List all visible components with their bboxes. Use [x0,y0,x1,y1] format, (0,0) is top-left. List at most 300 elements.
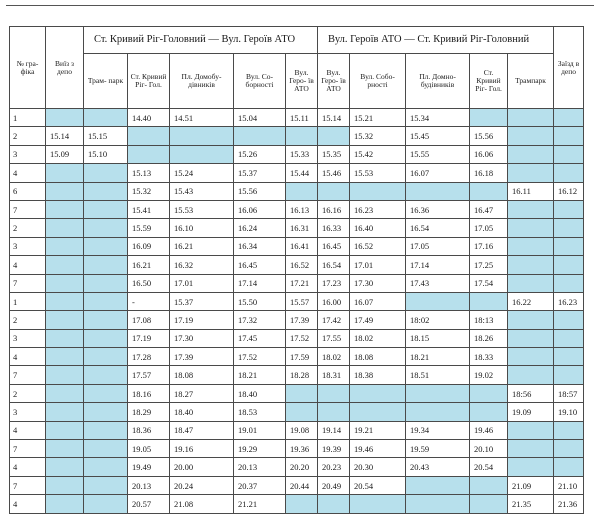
table-row [10,421,584,439]
time-cell: 17.19 [128,329,170,347]
time-cell: 21.08 [170,495,234,513]
time-cell: 15.57 [286,292,318,310]
time-cell [46,348,84,366]
time-cell: 18.08 [350,348,406,366]
time-cell: 15.37 [234,164,286,182]
table-row [10,495,584,513]
time-cell: 19.46 [470,421,508,439]
time-cell: 17.54 [470,274,508,292]
time-cell [554,164,584,182]
time-cell: 18.47 [170,421,234,439]
time-cell: 16.11 [508,182,554,200]
time-cell [286,384,318,402]
time-cell [554,440,584,458]
time-cell [470,495,508,513]
time-cell: 18.40 [170,403,234,421]
time-cell: 15.10 [84,145,128,163]
time-cell: 16.45 [318,237,350,255]
time-cell [554,200,584,218]
time-cell: 17.28 [128,348,170,366]
time-cell [84,348,128,366]
time-cell: 18.51 [406,366,470,384]
header-stop: Пл. Домно- будівників [406,54,470,109]
time-cell [350,182,406,200]
time-cell: 19.49 [128,458,170,476]
time-cell [554,237,584,255]
table-row [10,329,584,347]
time-cell: 17.32 [234,311,286,329]
time-cell: 15.41 [128,200,170,218]
header-stop: Трам- парк [84,54,128,109]
time-cell [46,164,84,182]
time-cell [508,366,554,384]
time-cell [318,403,350,421]
time-cell: 16.07 [406,164,470,182]
time-cell [554,256,584,274]
time-cell: 17.19 [170,311,234,329]
schedule-number-cell: 7 [10,200,46,218]
time-cell: 15.34 [406,109,470,127]
time-cell [46,292,84,310]
time-cell [84,292,128,310]
time-cell [84,366,128,384]
time-cell: 15.24 [170,164,234,182]
time-cell: 15.42 [350,145,406,163]
table-row [10,274,584,292]
time-cell [406,182,470,200]
time-cell: 19.29 [234,440,286,458]
time-cell: 16.52 [350,237,406,255]
schedule-number-cell: 7 [10,274,46,292]
time-cell [350,384,406,402]
time-cell: 15.33 [286,145,318,163]
time-cell: 17.43 [406,274,470,292]
time-cell: 15.46 [318,164,350,182]
time-cell [508,127,554,145]
time-cell: 21.09 [508,476,554,494]
time-cell: 19.10 [554,403,584,421]
time-cell [46,476,84,494]
time-cell: 17.52 [286,329,318,347]
time-cell [84,421,128,439]
time-cell: 18:02 [406,311,470,329]
time-cell: 20.43 [406,458,470,476]
schedule-number-cell: 3 [10,403,46,421]
time-cell [508,219,554,237]
time-cell: 17.21 [286,274,318,292]
time-cell: 20.57 [128,495,170,513]
time-cell: 16.06 [234,200,286,218]
time-cell [84,237,128,255]
time-cell: 17.08 [128,311,170,329]
time-cell [508,421,554,439]
time-cell: 18.29 [128,403,170,421]
time-cell: 15.53 [170,200,234,218]
schedule-number-cell: 6 [10,182,46,200]
time-cell: 18.21 [234,366,286,384]
time-cell: 15.15 [84,127,128,145]
schedule-number-cell: 1 [10,109,46,127]
time-cell: 18:13 [470,311,508,329]
schedule-number-cell: 4 [10,495,46,513]
table-row [10,200,584,218]
time-cell: 17.45 [234,329,286,347]
header-row-stops [10,54,584,109]
time-cell [554,127,584,145]
time-cell [508,458,554,476]
time-cell: 21.36 [554,495,584,513]
time-cell [508,348,554,366]
time-cell: - [128,292,170,310]
time-cell: 15.59 [128,219,170,237]
time-cell: 16.21 [128,256,170,274]
time-cell: 17.52 [234,348,286,366]
time-cell: 21.35 [508,495,554,513]
time-cell: 19.21 [350,421,406,439]
time-cell: 17.14 [406,256,470,274]
time-cell: 18.40 [234,384,286,402]
time-cell: 20.23 [318,458,350,476]
time-cell: 16.09 [128,237,170,255]
time-cell: 18.53 [234,403,286,421]
time-cell: 18.08 [170,366,234,384]
time-cell: 21.10 [554,476,584,494]
time-cell [470,182,508,200]
time-cell [406,292,470,310]
schedule-number-cell: 4 [10,458,46,476]
time-cell: 15.45 [406,127,470,145]
table-row [10,348,584,366]
time-cell [46,384,84,402]
time-cell: 15.43 [170,182,234,200]
header-stop: Вул. Геро- їв АТО [286,54,318,109]
time-cell [46,219,84,237]
schedule-number-cell: 2 [10,311,46,329]
time-cell: 16.21 [170,237,234,255]
time-cell [554,458,584,476]
table-row [10,440,584,458]
time-cell: 16.23 [554,292,584,310]
time-cell: 15.32 [350,127,406,145]
time-cell: 19.08 [286,421,318,439]
time-cell [554,274,584,292]
time-cell [554,219,584,237]
time-cell: 16.10 [170,219,234,237]
time-cell: 18:56 [508,384,554,402]
time-cell [286,403,318,421]
time-cell: 17.30 [350,274,406,292]
time-cell: 16.33 [318,219,350,237]
time-cell [508,237,554,255]
time-cell [318,127,350,145]
time-cell: 17.59 [286,348,318,366]
schedule-number-cell: 2 [10,127,46,145]
table-row [10,127,584,145]
time-cell [350,403,406,421]
schedule-body [10,109,584,514]
time-cell: 19.16 [170,440,234,458]
time-cell: 19.46 [350,440,406,458]
time-cell: 19.59 [406,440,470,458]
table-row [10,366,584,384]
time-cell: 18.02 [350,329,406,347]
header-stop: Вул. Собо- рності [350,54,406,109]
time-cell [46,109,84,127]
header-stop: Ст. Кривий Ріг- Гол. [470,54,508,109]
time-cell: 15.56 [470,127,508,145]
schedule-number-cell: 7 [10,440,46,458]
time-cell [350,495,406,513]
time-cell: 17.01 [350,256,406,274]
header-stop: Вул. Геро- їв АТО [318,54,350,109]
time-cell: 15.14 [318,109,350,127]
time-cell: 15.56 [234,182,286,200]
time-cell: 15.32 [128,182,170,200]
time-cell [84,384,128,402]
top-rule [6,5,594,6]
time-cell [46,237,84,255]
time-cell: 16.54 [318,256,350,274]
time-cell: 15.50 [234,292,286,310]
time-cell: 17.05 [406,237,470,255]
time-cell: 19.09 [508,403,554,421]
header-direction-1: Ст. Кривий Ріг-Головний — Вул. Героїв АТО [84,27,318,54]
time-cell: 19.34 [406,421,470,439]
header-stop: Трампарк [508,54,554,109]
time-cell [234,127,286,145]
time-cell: 20.00 [170,458,234,476]
time-cell [84,476,128,494]
time-cell [554,366,584,384]
time-cell: 16.36 [406,200,470,218]
time-cell [84,219,128,237]
time-cell [46,403,84,421]
time-cell [508,440,554,458]
time-cell [554,145,584,163]
schedule-number-cell: 4 [10,348,46,366]
time-cell: 20.30 [350,458,406,476]
time-cell: 17.16 [470,237,508,255]
time-cell: 15.09 [46,145,84,163]
schedule-number-cell: 4 [10,164,46,182]
table-row [10,182,584,200]
header-row-groups [10,27,584,54]
time-cell: 16.50 [128,274,170,292]
time-cell: 18.28 [286,366,318,384]
time-cell [554,421,584,439]
time-cell: 15.44 [286,164,318,182]
time-cell: 16.32 [170,256,234,274]
time-cell [508,329,554,347]
time-cell [46,421,84,439]
table-row [10,256,584,274]
header-stop: Вул. Со- борності [234,54,286,109]
header-direction-2: Вул. Героїв АТО — Ст. Кривий Ріг-Головний [318,27,554,54]
time-cell: 16.16 [318,200,350,218]
header-stop: Пл. Домобу- дівників [170,54,234,109]
time-cell [46,182,84,200]
time-cell: 16.24 [234,219,286,237]
time-cell [406,495,470,513]
time-cell: 15.35 [318,145,350,163]
time-cell [508,274,554,292]
time-cell [554,311,584,329]
time-cell: 17.42 [318,311,350,329]
time-cell: 16.41 [286,237,318,255]
time-cell [46,440,84,458]
time-cell [286,182,318,200]
time-cell: 16.12 [554,182,584,200]
time-cell [318,495,350,513]
time-cell [406,403,470,421]
time-cell: 17.55 [318,329,350,347]
schedule-number-cell: 2 [10,384,46,402]
time-cell [554,348,584,366]
time-cell [84,182,128,200]
schedule-number-cell: 3 [10,237,46,255]
schedule-number-cell: 3 [10,145,46,163]
time-cell [46,274,84,292]
schedule-number-cell: 3 [10,329,46,347]
time-cell: 20.24 [170,476,234,494]
time-cell [508,256,554,274]
time-cell: 17.14 [234,274,286,292]
time-cell [84,495,128,513]
time-cell [84,329,128,347]
time-cell: 14.40 [128,109,170,127]
time-cell: 19.01 [234,421,286,439]
time-cell: 16.31 [286,219,318,237]
time-cell: 18.16 [128,384,170,402]
time-cell: 15.13 [128,164,170,182]
time-cell: 16.40 [350,219,406,237]
time-cell: 17.25 [470,256,508,274]
time-cell [470,384,508,402]
table-row [10,458,584,476]
time-cell: 17.39 [170,348,234,366]
table-row [10,164,584,182]
table-row [10,237,584,255]
time-cell [84,109,128,127]
time-cell: 17.01 [170,274,234,292]
time-cell [286,127,318,145]
time-cell [84,200,128,218]
time-cell [46,495,84,513]
time-cell: 16.18 [470,164,508,182]
time-cell [84,274,128,292]
time-cell [84,164,128,182]
time-cell [84,311,128,329]
time-cell: 19.14 [318,421,350,439]
time-cell: 20.37 [234,476,286,494]
time-cell [318,182,350,200]
time-cell [128,145,170,163]
tram-schedule-table [9,26,584,514]
time-cell: 17.30 [170,329,234,347]
time-cell [470,292,508,310]
time-cell [170,127,234,145]
time-cell: 17.57 [128,366,170,384]
time-cell: 15.37 [170,292,234,310]
time-cell: 16.52 [286,256,318,274]
time-cell: 15.04 [234,109,286,127]
time-cell: 15.21 [350,109,406,127]
schedule-number-cell: 1 [10,292,46,310]
schedule-number-cell: 2 [10,219,46,237]
time-cell: 16.45 [234,256,286,274]
time-cell [84,256,128,274]
time-cell: 15.11 [286,109,318,127]
time-cell: 18.31 [318,366,350,384]
schedule-number-cell: 4 [10,256,46,274]
time-cell: 20.54 [470,458,508,476]
time-cell: 17.39 [286,311,318,329]
schedule-number-cell: 4 [10,421,46,439]
header-depot-return: Заїзд в депо [554,27,584,109]
time-cell: 16.06 [470,145,508,163]
header-depot-departure: Виїз з депо [46,27,84,109]
header-stop: Ст. Кривий Ріг- Гол. [128,54,170,109]
time-cell: 15.14 [46,127,84,145]
time-cell: 21.21 [234,495,286,513]
time-cell [286,495,318,513]
time-cell: 16.34 [234,237,286,255]
table-row [10,219,584,237]
time-cell: 16.07 [350,292,406,310]
time-cell [46,329,84,347]
time-cell: 16.13 [286,200,318,218]
table-row [10,476,584,494]
time-cell [508,145,554,163]
time-cell: 18.15 [406,329,470,347]
time-cell [508,200,554,218]
header-schedule-number: № гра- фіка [10,27,46,109]
time-cell [170,145,234,163]
time-cell [554,329,584,347]
time-cell [46,458,84,476]
time-cell: 18.36 [128,421,170,439]
time-cell: 16.47 [470,200,508,218]
time-cell: 16.23 [350,200,406,218]
table-row [10,292,584,310]
time-cell [470,403,508,421]
time-cell: 18.27 [170,384,234,402]
time-cell [128,127,170,145]
time-cell [406,476,470,494]
time-cell [554,109,584,127]
time-cell: 20.44 [286,476,318,494]
time-cell: 20.20 [286,458,318,476]
time-cell [84,440,128,458]
time-cell: 17.49 [350,311,406,329]
time-cell: 18.21 [406,348,470,366]
time-cell [46,200,84,218]
time-cell: 15.53 [350,164,406,182]
table-row [10,403,584,421]
time-cell [318,384,350,402]
time-cell [84,458,128,476]
time-cell: 16.22 [508,292,554,310]
time-cell: 18.26 [470,329,508,347]
time-cell: 15.55 [406,145,470,163]
table-row [10,384,584,402]
time-cell [46,366,84,384]
time-cell: 19.05 [128,440,170,458]
time-cell [470,476,508,494]
time-cell: 20.10 [470,440,508,458]
schedule-number-cell: 7 [10,366,46,384]
time-cell: 18.33 [470,348,508,366]
